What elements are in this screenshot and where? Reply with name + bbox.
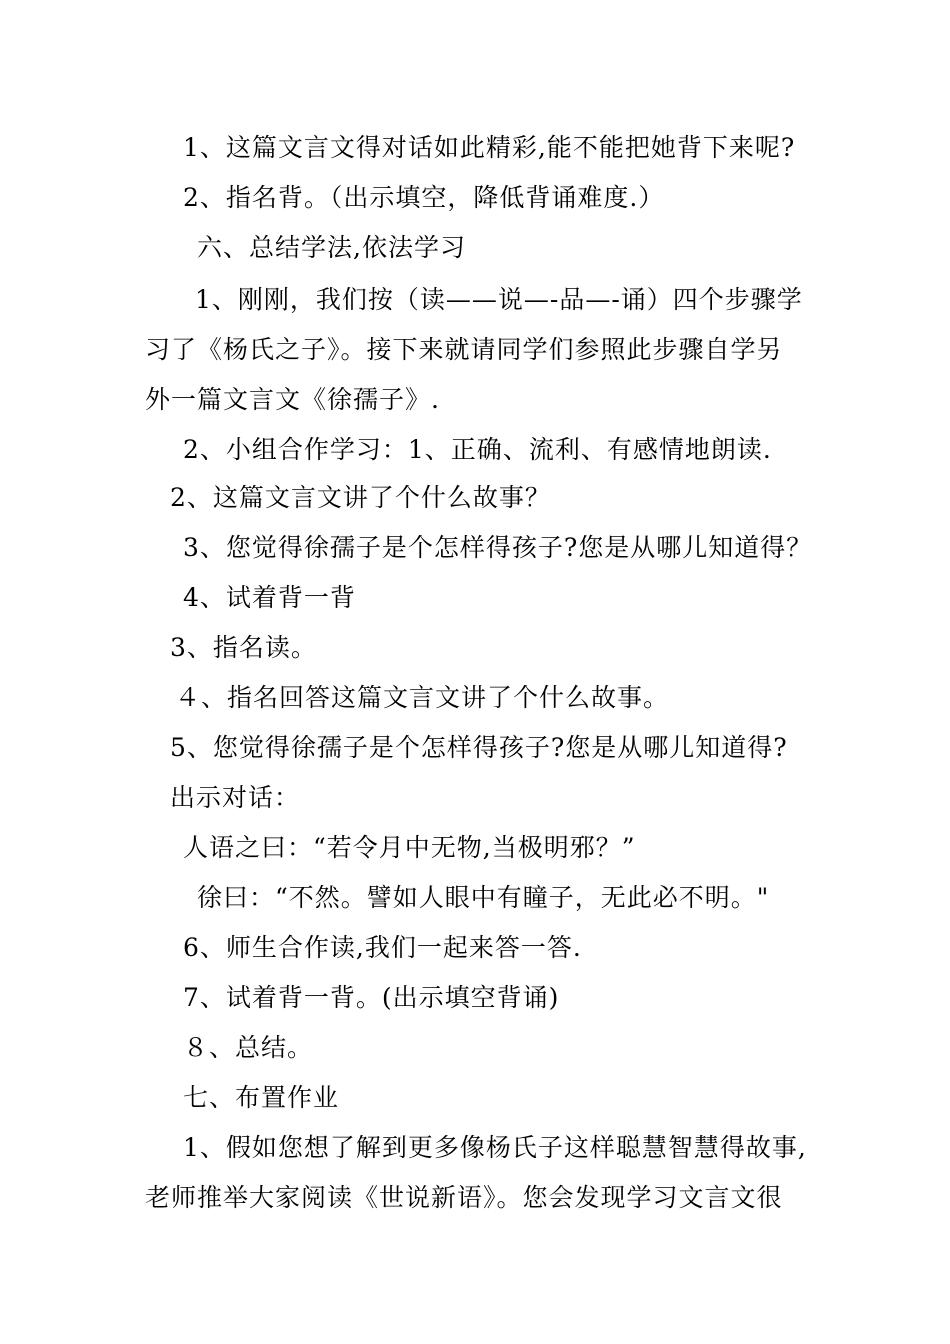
text-line: 出示对话： [170,783,301,812]
text-line: 5、您觉得徐孺子是个怎样得孩子?您是从哪儿知道得? [170,733,788,762]
text-line: 3、您觉得徐孺子是个怎样得孩子?您是从哪儿知道得？ [183,533,813,562]
text-line: 6、师生合作读,我们一起来答一答. [183,933,582,962]
section-heading: 七、布置作业 [183,1083,340,1112]
text-line: 习了《杨氏之子》。接下来就请同学们参照此步骤自学另 [145,335,783,364]
section-heading: 六、总结学法,依法学习 [197,233,466,262]
text-line: 7、试着背一背。(出示填空背诵) [183,983,560,1012]
text-line: 1、假如您想了解到更多像杨氏子这样聪慧智慧得故事, [183,1133,807,1162]
text-line: ８、总结。 [183,1033,314,1062]
text-line: 2、指名背。（出示填空，降低背诵难度.） [183,183,665,212]
text-line: 3、指名读。 [170,633,317,662]
text-line: ４、指名回答这篇文言文讲了个什么故事。 [175,683,670,712]
text-line: 1、刚刚，我们按（读——说—-品—-诵）四个步骤学 [195,285,803,314]
dialogue-line: 人语之曰：“若令月中无物,当极明邪？” [183,833,636,862]
text-line: 外一篇文言文《徐孺子》. [145,385,440,414]
text-line: 4、试着背一背 [183,583,356,612]
text-line: 老师推举大家阅读《世说新语》。您会发现学习文言文很 [145,1183,783,1212]
text-line: 1、这篇文言文得对话如此精彩,能不能把她背下来呢? [183,133,796,162]
text-line: 2、小组合作学习：1、正确、流利、有感情地朗读. [183,435,772,464]
text-line: 2、这篇文言文讲了个什么故事？ [170,483,551,512]
dialogue-line: 徐曰：“不然。譬如人眼中有瞳子，无此必不明。" [197,883,770,912]
